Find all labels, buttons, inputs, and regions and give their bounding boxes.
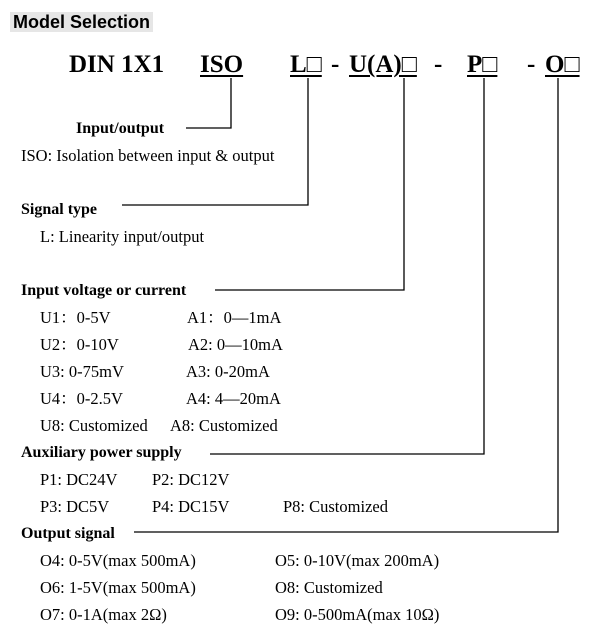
aux-power-p4: P4: DC15V (152, 497, 230, 516)
signal-type-desc: L: Linearity input/output (40, 227, 205, 246)
page-title: Model Selection (10, 12, 153, 32)
input-voltage-u3: U3: 0-75mV (40, 362, 124, 381)
model-input: U(A)□ (349, 51, 417, 78)
output-signal-o8: O8: Customized (275, 578, 383, 597)
output-signal-o4: O4: 0-5V(max 500mA) (40, 551, 196, 570)
input-voltage-a4: A4: 4—20mA (186, 389, 281, 408)
output-signal-heading: Output signal (21, 525, 115, 542)
model-linear: L□ (290, 51, 322, 78)
input-voltage-a3: A3: 0-20mA (186, 362, 270, 381)
input-voltage-u1: U1：0-5V (40, 308, 111, 327)
aux-power-p2: P2: DC12V (152, 470, 230, 489)
aux-power-p8: P8: Customized (283, 497, 388, 516)
input-voltage-a8: A8: Customized (170, 416, 278, 435)
input-voltage-heading: Input voltage or current (21, 282, 187, 299)
model-dash-2: - (434, 51, 443, 78)
model-output: O□ (545, 51, 580, 78)
aux-power-p3: P3: DC5V (40, 497, 110, 516)
input-voltage-u4: U4：0-2.5V (40, 389, 123, 408)
output-signal-o6: O6: 1-5V(max 500mA) (40, 578, 196, 597)
output-signal-o9: O9: 0-500mA(max 10Ω) (275, 605, 440, 624)
input-voltage-u2: U2：0-10V (40, 335, 119, 354)
output-signal-o5: O5: 0-10V(max 200mA) (275, 551, 440, 570)
input-output-heading: Input/output (76, 120, 165, 137)
aux-power-heading: Auxiliary power supply (21, 444, 182, 461)
signal-type-heading: Signal type (21, 201, 98, 218)
model-dash-3: - (527, 51, 536, 78)
input-output-desc: ISO: Isolation between input & output (21, 146, 275, 165)
model-dash-1: - (331, 51, 340, 78)
connector-linear (122, 78, 308, 205)
aux-power-p1: P1: DC24V (40, 470, 118, 489)
model-iso: ISO (200, 51, 244, 78)
input-voltage-u8: U8: Customized (40, 416, 148, 435)
model-prefix: DIN 1X1 (69, 51, 165, 78)
output-signal-o7: O7: 0-1A(max 2Ω) (40, 605, 167, 624)
connector-iso (186, 78, 231, 128)
connector-input (215, 78, 404, 290)
input-voltage-a2: A2: 0—10mA (188, 335, 283, 354)
input-voltage-a1: A1：0—1mA (187, 308, 282, 327)
model-power: P□ (467, 51, 498, 78)
